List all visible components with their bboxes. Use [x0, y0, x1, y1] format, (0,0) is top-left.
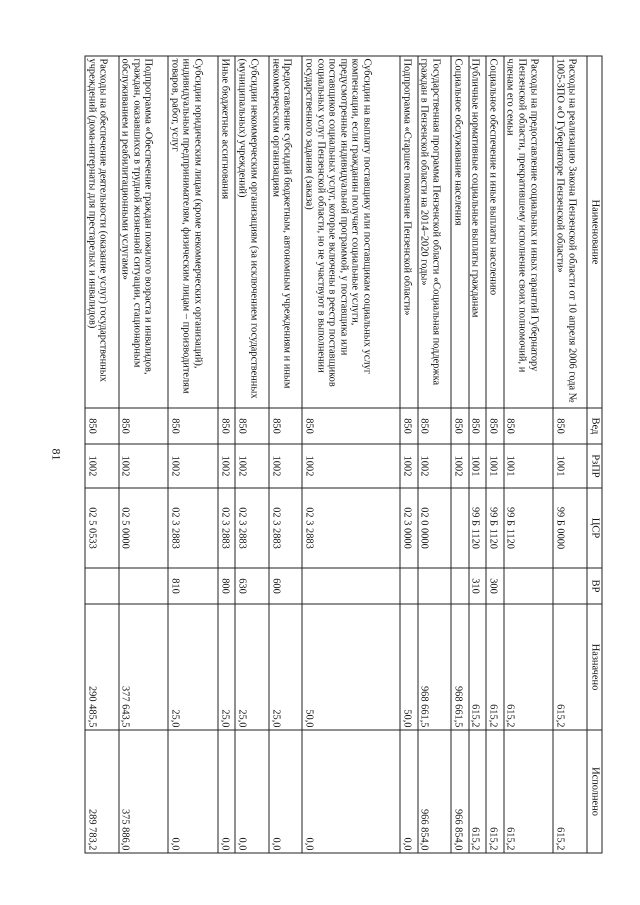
cell-ved: 850 — [118, 408, 168, 444]
cell-csr: 02 3 2883 — [217, 488, 234, 568]
cell-rzpr: 1001 — [486, 444, 503, 488]
cell-ved: 850 — [85, 408, 119, 444]
cell-executed: 0,0 — [235, 730, 269, 853]
header-csr: ЦСР — [587, 488, 602, 568]
cell-ved: 850 — [553, 408, 587, 444]
cell-assigned: 615,2 — [503, 604, 553, 730]
cell-name: Подпрограмма «Старшее поколение Пензенской области» — [400, 56, 417, 408]
cell-ved: 850 — [400, 408, 417, 444]
cell-executed: 0,0 — [217, 730, 234, 853]
cell-name: Расходы на предоставление социальных и иных гарантий Губернатору Пензенской области, прекратившему исполнение своих полномочий, и членам его семьи — [503, 56, 553, 408]
cell-vr — [553, 568, 587, 604]
cell-name: Социальное обслуживание населения — [451, 56, 468, 408]
cell-ved: 850 — [503, 408, 553, 444]
cell-rzpr: 1001 — [468, 444, 485, 488]
cell-name: Предоставление субсидий бюджетным, автономным учреждениям и иным некоммерческим организациям — [268, 56, 302, 408]
cell-vr — [451, 568, 468, 604]
cell-name: Расходы на обеспечение деятельности (оказание услуг) государственных учреждений (дома-интернаты для престарелых и инвалидов) — [85, 56, 119, 408]
cell-vr: 630 — [235, 568, 269, 604]
cell-rzpr: 1002 — [302, 444, 400, 488]
cell-vr — [400, 568, 417, 604]
cell-assigned: 25,0 — [168, 604, 218, 730]
cell-ved: 850 — [217, 408, 234, 444]
cell-rzpr: 1002 — [217, 444, 234, 488]
table-row — [217, 56, 234, 853]
cell-ved: 850 — [168, 408, 218, 444]
table-row — [400, 56, 417, 853]
cell-vr — [302, 568, 400, 604]
cell-vr: 600 — [268, 568, 302, 604]
table-row — [503, 56, 553, 853]
cell-vr: 310 — [468, 568, 485, 604]
cell-csr: 99 Б 1120 — [468, 488, 485, 568]
table-row — [302, 56, 400, 853]
cell-rzpr: 1001 — [553, 444, 587, 488]
cell-executed: 0,0 — [400, 730, 417, 853]
cell-executed: 966 854,0 — [451, 730, 468, 853]
cell-assigned: 377 643,5 — [118, 604, 168, 730]
cell-name: Социальное обеспечение и иные выплаты населению — [486, 56, 503, 408]
cell-executed: 375 886,0 — [118, 730, 168, 853]
table-row — [468, 56, 485, 853]
cell-vr: 800 — [217, 568, 234, 604]
cell-vr — [417, 568, 451, 604]
page-number: 81 — [49, 448, 64, 461]
cell-rzpr: 1002 — [268, 444, 302, 488]
cell-csr — [451, 488, 468, 568]
cell-vr — [503, 568, 553, 604]
cell-ved: 850 — [417, 408, 451, 444]
cell-ved: 850 — [268, 408, 302, 444]
cell-csr: 99 Б 0000 — [553, 488, 587, 568]
cell-assigned: 25,0 — [268, 604, 302, 730]
cell-name: Субсидии на выплату поставщику или поставщикам социальных услуг компенсации, если гражданин получает социальные услуги, предусмотренные индивидуальной программой, у поставщика или поставщиков социальных услуг, которые включены в реестр поставщиков социальных услуг Пензенской области, но не участвуют в выполнении государственного задания (заказа) — [302, 56, 400, 408]
cell-executed: 289 783,2 — [85, 730, 119, 853]
table-row — [417, 56, 451, 853]
table-row — [486, 56, 503, 853]
table-row — [235, 56, 269, 853]
table-row — [168, 56, 218, 853]
cell-rzpr: 1002 — [400, 444, 417, 488]
cell-executed: 615,2 — [486, 730, 503, 853]
cell-rzpr: 1002 — [85, 444, 119, 488]
cell-vr — [118, 568, 168, 604]
cell-name: Субсидии юридическим лицам (кроме некоммерческих организаций), индивидуальным предпринимателям, физическим лицам – производителям товаров, работ, услуг — [168, 56, 218, 408]
cell-assigned: 50,0 — [400, 604, 417, 730]
budget-table — [84, 55, 602, 853]
cell-ved: 850 — [302, 408, 400, 444]
table-row — [553, 56, 587, 853]
cell-csr: 02 3 0000 — [400, 488, 417, 568]
cell-executed: 0,0 — [268, 730, 302, 853]
cell-name: Субсидии некоммерческим организациям (за исключением государственных (муниципальных) учреждений) — [235, 56, 269, 408]
cell-csr: 02 5 0533 — [85, 488, 119, 568]
cell-assigned: 50,0 — [302, 604, 400, 730]
cell-assigned: 615,2 — [553, 604, 587, 730]
cell-name: Государственная программа Пензенской области «Социальная поддержка граждан в Пензенской области на 2014–2020 годы» — [417, 56, 451, 408]
cell-assigned: 25,0 — [235, 604, 269, 730]
cell-rzpr: 1002 — [168, 444, 218, 488]
cell-assigned: 968 661,5 — [451, 604, 468, 730]
cell-name: Публичные нормативные социальные выплаты гражданам — [468, 56, 485, 408]
cell-ved: 850 — [486, 408, 503, 444]
cell-csr: 99 Б 1120 — [486, 488, 503, 568]
cell-ved: 850 — [235, 408, 269, 444]
cell-executed: 0,0 — [302, 730, 400, 853]
cell-rzpr: 1002 — [451, 444, 468, 488]
header-vr: ВР — [587, 568, 602, 604]
header-ved: Вед — [587, 408, 602, 444]
cell-name: Расходы на реализацию Закона Пензенской области от 10 апреля 2006 года № 1005-ЗПО «О Губернаторе Пензенской области» — [553, 56, 587, 408]
header-executed: Исполнено — [587, 730, 602, 853]
cell-ved: 850 — [468, 408, 485, 444]
cell-rzpr: 1002 — [235, 444, 269, 488]
cell-executed: 615,2 — [468, 730, 485, 853]
cell-csr: 02 3 2883 — [302, 488, 400, 568]
cell-rzpr: 1002 — [417, 444, 451, 488]
cell-name: Иные бюджетные ассигнования — [217, 56, 234, 408]
cell-rzpr: 1002 — [118, 444, 168, 488]
cell-csr: 02 0 0000 — [417, 488, 451, 568]
table-header-row — [587, 56, 602, 853]
cell-csr: 02 3 2883 — [235, 488, 269, 568]
cell-executed: 966 854,0 — [417, 730, 451, 853]
cell-ved: 850 — [451, 408, 468, 444]
cell-assigned: 615,2 — [468, 604, 485, 730]
table-row — [118, 56, 168, 853]
cell-executed: 615,2 — [503, 730, 553, 853]
cell-vr: 810 — [168, 568, 218, 604]
cell-executed: 0,0 — [168, 730, 218, 853]
cell-csr: 02 3 2883 — [268, 488, 302, 568]
cell-csr: 02 5 0000 — [118, 488, 168, 568]
table-row — [451, 56, 468, 853]
table-row — [268, 56, 302, 853]
cell-assigned: 25,0 — [217, 604, 234, 730]
cell-assigned: 968 661,5 — [417, 604, 451, 730]
header-name: Наименование — [587, 56, 602, 408]
header-rzpr: РзПР — [587, 444, 602, 488]
cell-assigned: 290 485,5 — [85, 604, 119, 730]
cell-csr: 02 3 2883 — [168, 488, 218, 568]
cell-csr: 99 Б 1120 — [503, 488, 553, 568]
cell-executed: 615,2 — [553, 730, 587, 853]
cell-rzpr: 1001 — [503, 444, 553, 488]
header-assigned: Назначено — [587, 604, 602, 730]
cell-assigned: 615,2 — [486, 604, 503, 730]
table-row — [85, 56, 119, 853]
rotated-table-area — [84, 55, 602, 852]
cell-name: Подпрограмма «Обеспечение граждан пожилого возраста и инвалидов, граждан, оказавшихся в трудной жизненной ситуации, стационарным обслуживанием и реабилитационными услугами» — [118, 56, 168, 408]
cell-vr — [85, 568, 119, 604]
cell-vr: 300 — [486, 568, 503, 604]
